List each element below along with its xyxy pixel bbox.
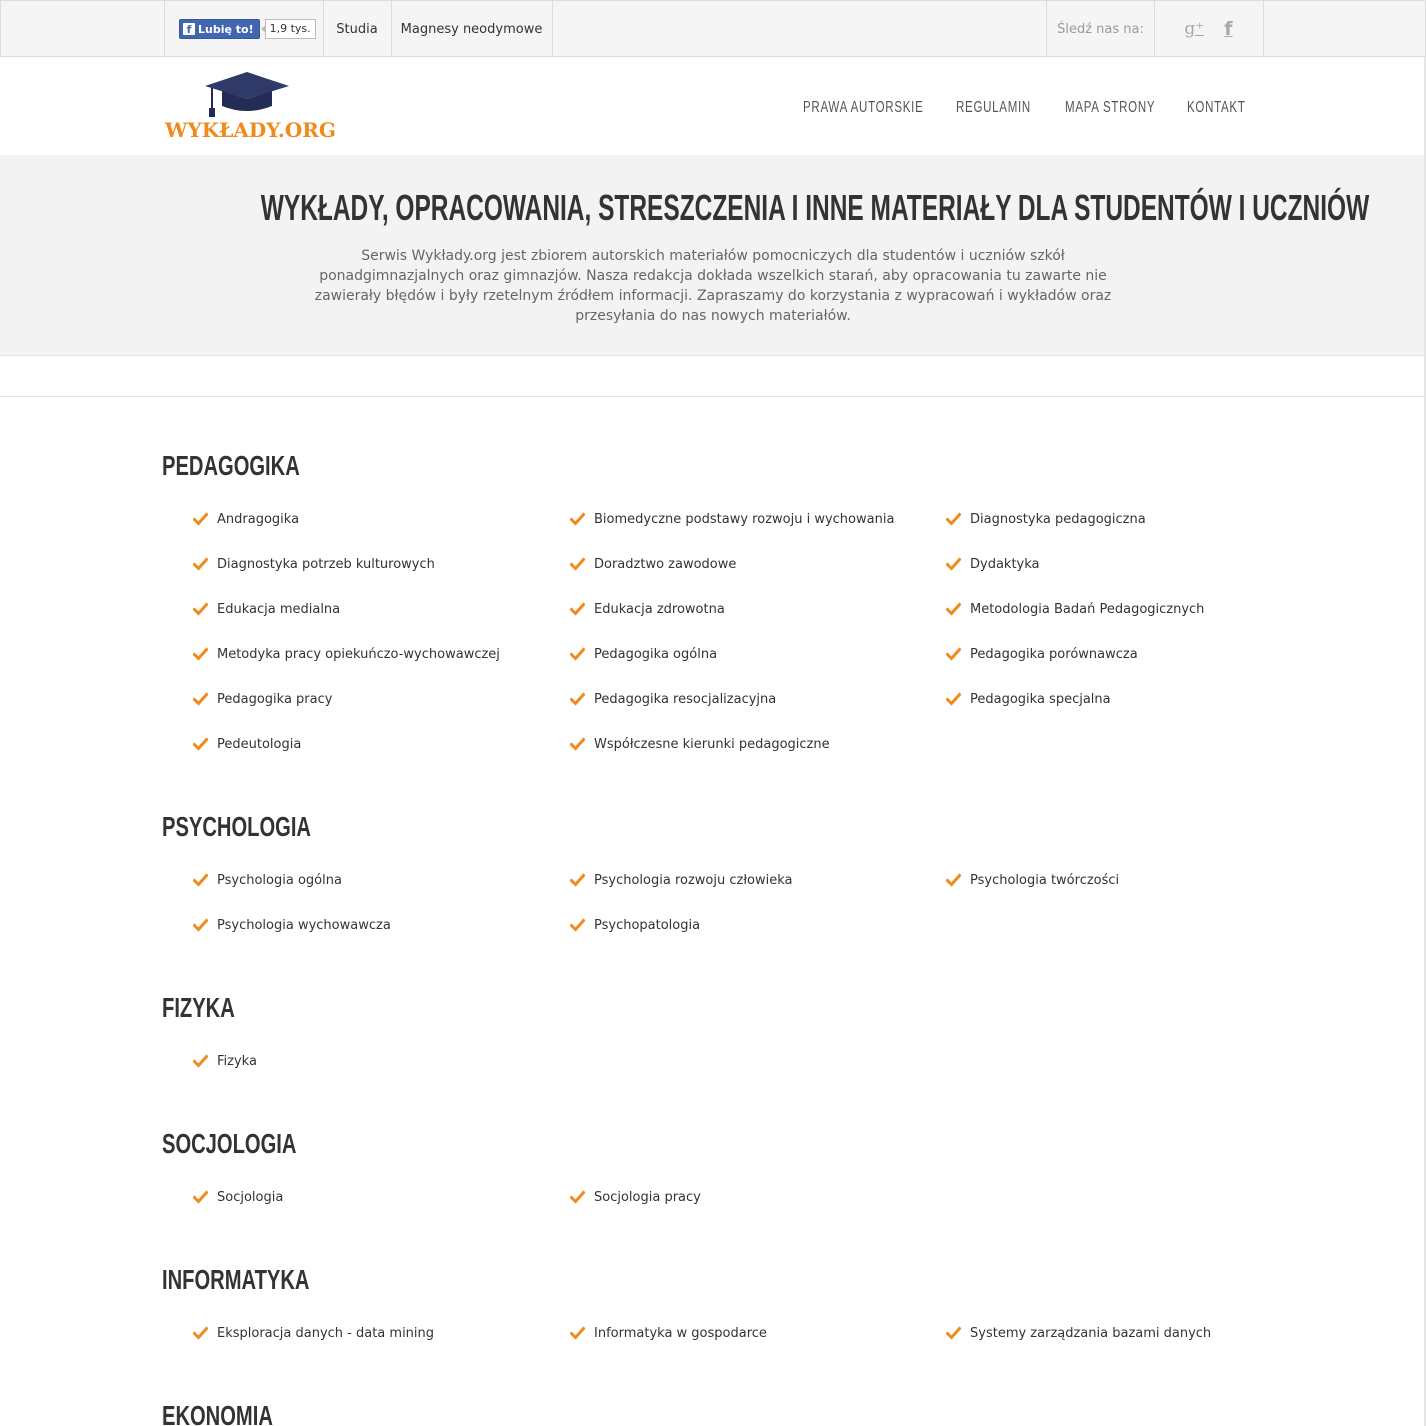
- facebook-icon[interactable]: f: [1224, 18, 1233, 40]
- top-bar: [0, 0, 1426, 57]
- list-item: [193, 509, 299, 529]
- check-icon: [570, 1190, 585, 1205]
- check-icon: [193, 602, 208, 617]
- subject-link[interactable]: Diagnostyka pedagogiczna: [970, 511, 1146, 527]
- list-item: [570, 644, 717, 664]
- category-title: SOCJOLOGIA: [162, 1128, 297, 1159]
- check-icon: [193, 737, 208, 752]
- subject-link[interactable]: Psychologia ogólna: [217, 872, 342, 888]
- subject-link[interactable]: Psychopatologia: [594, 917, 701, 933]
- check-icon: [946, 873, 961, 888]
- subject-link[interactable]: Metodyka pracy opiekuńczo-wychowawczej: [217, 646, 500, 662]
- check-icon: [570, 737, 585, 752]
- subject-link[interactable]: Informatyka w gospodarce: [594, 1325, 767, 1341]
- check-icon: [193, 647, 208, 662]
- nav-item-mapa-strony[interactable]: MAPA STRONY: [1065, 99, 1156, 116]
- subject-link[interactable]: Edukacja zdrowotna: [594, 601, 725, 617]
- intro-text: Serwis Wykłady.org jest zbiorem autorskich materiałów pomocniczych dla studentów i uczniów szkół ponadgimnazjalnych oraz gimnazjów. Nasza redakcja dokłada wszelkich starań, aby opracowania tu zawarte nie zawierały błędów i były rzetelnym źródłem informacji. Zapraszamy do korzystania z wypracowań i wykładów oraz przesyłania do nas nowych materiałów.: [314, 248, 1112, 324]
- check-icon: [946, 1326, 961, 1341]
- list-item: [193, 1187, 283, 1207]
- page-title-text: WYKŁADY, OPRACOWANIA, STRESZCZENIA I INNE MATERIAŁY DLA STUDENTÓW I UCZNIÓW: [260, 187, 1370, 228]
- category-title: FIZYKA: [162, 992, 235, 1023]
- check-icon: [570, 918, 585, 933]
- check-icon: [193, 1190, 208, 1205]
- check-icon: [570, 557, 585, 572]
- page-title: [0, 187, 1426, 229]
- check-icon: [946, 602, 961, 617]
- list-item: [570, 870, 792, 890]
- like-label: Lubię to!: [198, 22, 254, 36]
- subject-link[interactable]: Systemy zarządzania bazami danych: [970, 1325, 1212, 1341]
- topbar-link-studia[interactable]: Studia: [336, 21, 378, 37]
- check-icon: [946, 692, 961, 707]
- check-icon: [570, 692, 585, 707]
- list-item: [193, 689, 332, 709]
- list-item: [570, 509, 894, 529]
- follow-us-label-cell: [1046, 1, 1155, 57]
- subject-link[interactable]: Psychologia twórczości: [970, 872, 1120, 888]
- subject-link[interactable]: Socjologia pracy: [594, 1189, 701, 1205]
- nav-item-prawa-autorskie[interactable]: PRAWA AUTORSKIE: [803, 99, 924, 116]
- list-item: [946, 599, 1204, 619]
- list-item: [193, 915, 391, 935]
- hero-section: [0, 155, 1426, 356]
- subject-link[interactable]: Diagnostyka potrzeb kulturowych: [217, 556, 435, 572]
- check-icon: [946, 647, 961, 662]
- list-item: [946, 1323, 1211, 1343]
- list-item: [193, 734, 301, 754]
- google-plus-icon[interactable]: g⁺: [1184, 19, 1205, 39]
- logo-text: WYKŁADY.ORG: [165, 118, 336, 142]
- check-icon: [570, 647, 585, 662]
- check-icon: [570, 602, 585, 617]
- check-icon: [570, 1326, 585, 1341]
- subject-link[interactable]: Pedagogika resocjalizacyjna: [594, 691, 777, 707]
- subject-link[interactable]: Metodologia Badań Pedagogicznych: [970, 601, 1205, 617]
- category-title: INFORMATYKA: [162, 1264, 310, 1295]
- facebook-like-button[interactable]: [179, 19, 260, 39]
- social-links: [1154, 1, 1264, 57]
- check-icon: [946, 557, 961, 572]
- subject-link[interactable]: Doradztwo zawodowe: [594, 556, 737, 572]
- list-item: [946, 644, 1138, 664]
- subject-link[interactable]: Pedeutologia: [217, 736, 302, 752]
- topbar-item-studia: [323, 1, 392, 57]
- check-icon: [193, 1326, 208, 1341]
- list-item: [570, 1187, 701, 1207]
- subject-link[interactable]: Psychologia wychowawcza: [217, 917, 391, 933]
- check-icon: [193, 692, 208, 707]
- section-divider: [0, 396, 1426, 397]
- list-item: [570, 734, 830, 754]
- subject-link[interactable]: Edukacja medialna: [217, 601, 341, 617]
- subject-link[interactable]: Andragogika: [217, 511, 300, 527]
- nav-item-kontakt[interactable]: KONTAKT: [1187, 99, 1246, 116]
- list-item: [570, 1323, 767, 1343]
- list-item: [946, 554, 1040, 574]
- list-item: [193, 644, 500, 664]
- list-item: [570, 915, 700, 935]
- main-nav: [0, 99, 1426, 123]
- subject-link[interactable]: Pedagogika porównawcza: [970, 646, 1138, 662]
- check-icon: [193, 873, 208, 888]
- list-item: [193, 1323, 434, 1343]
- list-item: [570, 554, 736, 574]
- check-icon: [193, 1054, 208, 1069]
- list-item: [570, 689, 776, 709]
- like-count: 1,9 tys.: [265, 19, 316, 39]
- facebook-icon: f: [183, 23, 195, 35]
- subject-link[interactable]: Pedagogika pracy: [217, 691, 333, 707]
- category-title: PEDAGOGIKA: [162, 450, 300, 481]
- subject-link[interactable]: Współczesne kierunki pedagogiczne: [594, 736, 830, 752]
- list-item: [193, 870, 342, 890]
- subject-link[interactable]: Dydaktyka: [970, 556, 1040, 572]
- category-title: EKONOMIA: [162, 1400, 273, 1426]
- list-item: [193, 599, 340, 619]
- facebook-like-widget: [164, 1, 324, 57]
- list-item: [946, 689, 1111, 709]
- subject-link[interactable]: Psychologia rozwoju człowieka: [594, 872, 793, 888]
- subject-link[interactable]: Fizyka: [217, 1053, 257, 1069]
- check-icon: [193, 918, 208, 933]
- list-item: [570, 599, 725, 619]
- nav-item-regulamin[interactable]: REGULAMIN: [956, 99, 1031, 116]
- subject-link[interactable]: Pedagogika ogólna: [594, 646, 718, 662]
- check-icon: [946, 512, 961, 527]
- subject-link[interactable]: Biomedyczne podstawy rozwoju i wychowania: [594, 511, 895, 527]
- check-icon: [570, 873, 585, 888]
- subject-link[interactable]: Pedagogika specjalna: [970, 691, 1111, 707]
- site-header: [0, 57, 1426, 155]
- category-title: PSYCHOLOGIA: [162, 811, 311, 842]
- list-item: [193, 554, 435, 574]
- topbar-link-magnesy[interactable]: Magnesy neodymowe: [400, 21, 543, 37]
- subject-link[interactable]: Socjologia: [217, 1189, 284, 1205]
- list-item: [193, 1051, 257, 1071]
- check-icon: [193, 557, 208, 572]
- topbar-item-magnesy: [391, 1, 553, 57]
- list-item: [946, 870, 1119, 890]
- check-icon: [570, 512, 585, 527]
- follow-us-label: Śledź nas na:: [1057, 21, 1144, 37]
- subject-link[interactable]: Eksploracja danych - data mining: [217, 1325, 435, 1341]
- list-item: [946, 509, 1146, 529]
- check-icon: [193, 512, 208, 527]
